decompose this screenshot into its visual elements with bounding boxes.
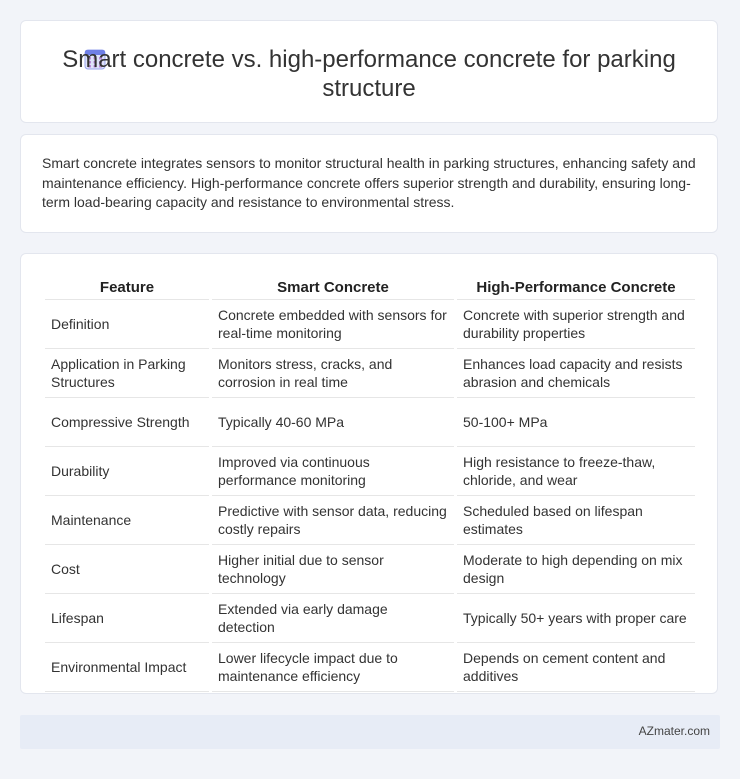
smart-concrete-cell: Predictive with sensor data, reducing costly repairs: [212, 496, 454, 545]
hpc-cell: High resistance to freeze-thaw, chloride, and wear: [457, 447, 695, 496]
smart-concrete-cell: Lower lifecycle impact due to maintenance efficiency: [212, 643, 454, 692]
feature-cell: Application in Parking Structures: [45, 349, 209, 398]
hpc-cell: Concrete with superior strength and durability properties: [457, 300, 695, 349]
title-card: [20, 20, 718, 123]
summary-paragraph: Smart concrete integrates sensors to monitor structural health in parking structures, enhancing safety and maintenance efficiency. High-performance concrete offers superior strength and durability, ensuring long-term load-bearing capacity and resistance to environmental stress.: [42, 155, 696, 210]
table-row: [45, 300, 695, 349]
table-row: [45, 398, 695, 447]
feature-cell: Environmental Impact: [45, 643, 209, 692]
column-header-smart-concrete: Smart Concrete: [212, 275, 454, 300]
hpc-cell: Moderate to high depending on mix design: [457, 545, 695, 594]
footer-bar: [20, 715, 720, 749]
hpc-cell: Typically 50+ years with proper care: [457, 594, 695, 643]
hpc-cell: Depends on cement content and additives: [457, 643, 695, 692]
comparison-table: [42, 275, 698, 692]
summary-card: [20, 134, 718, 233]
hpc-cell: 50-100+ MPa: [457, 398, 695, 447]
smart-concrete-cell: Improved via continuous performance monitoring: [212, 447, 454, 496]
smart-concrete-cell: Monitors stress, cracks, and corrosion in real time: [212, 349, 454, 398]
feature-cell: Maintenance: [45, 496, 209, 545]
page-title: Smart concrete vs. high-performance concrete for parking structure: [62, 46, 676, 102]
feature-cell: Compressive Strength: [45, 398, 209, 447]
table-row: [45, 643, 695, 692]
smart-concrete-cell: Concrete embedded with sensors for real-time monitoring: [212, 300, 454, 349]
table-row: [45, 496, 695, 545]
smart-concrete-cell: Extended via early damage detection: [212, 594, 454, 643]
smart-concrete-cell: Higher initial due to sensor technology: [212, 545, 454, 594]
footer-site-link[interactable]: AZmater.com: [638, 724, 710, 738]
table-row: [45, 594, 695, 643]
column-header-feature: Feature: [45, 275, 209, 300]
feature-cell: Definition: [45, 300, 209, 349]
smart-concrete-cell: Typically 40-60 MPa: [212, 398, 454, 447]
hpc-cell: Scheduled based on lifespan estimates: [457, 496, 695, 545]
comparison-table-card: [20, 253, 718, 694]
column-header-high-performance-concrete: High-Performance Concrete: [457, 275, 695, 300]
hpc-cell: Enhances load capacity and resists abrasion and chemicals: [457, 349, 695, 398]
table-row: [45, 447, 695, 496]
feature-cell: Durability: [45, 447, 209, 496]
table-header-row: [45, 275, 695, 300]
feature-cell: Cost: [45, 545, 209, 594]
table-row: [45, 545, 695, 594]
feature-cell: Lifespan: [45, 594, 209, 643]
table-row: [45, 349, 695, 398]
